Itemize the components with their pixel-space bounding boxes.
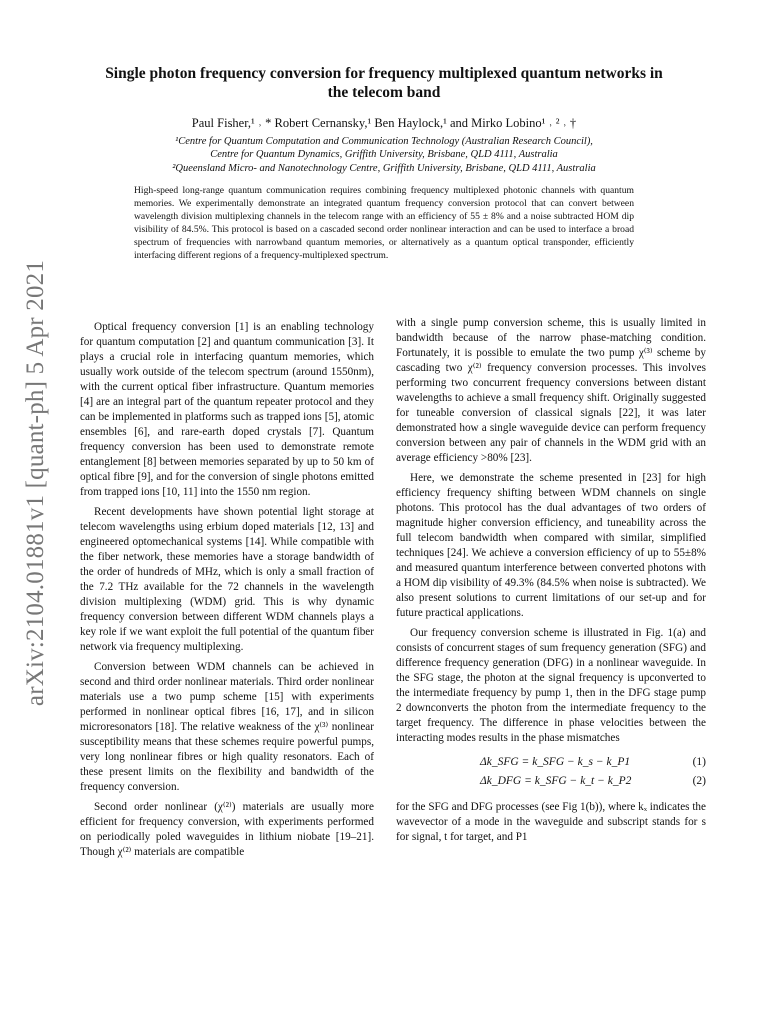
- arxiv-id-text: arXiv:2104.01881v1 [quant-ph] 5 Apr 2021: [22, 259, 50, 707]
- body-column-right: [396, 316, 706, 850]
- body-column-left: [80, 320, 374, 865]
- paragraph: Here, we demonstrate the scheme presented in [23] for high efficiency frequency shifting between WDM channels on single photons. This protocol has the dual advantages of two orders of magnitude higher conversion efficiency, and tuneability across the full telecom bandwidth when compared with similar, simplified techniques [24]. We achieve a conversion efficiency of up to 55±8% and measured quantum interference between converted photons with a HOM dip visibility of 49.3% (84.5% when noise is subtracted). We also present solutions to current limitations of our set-up and for future practical applications.: [396, 472, 706, 619]
- paragraph: Our frequency conversion scheme is illustrated in Fig. 1(a) and consists of concurrent stages of sum frequency generation (SFG) and difference frequency generation (DFG) in a nonlinear waveguide. In the SFG stage, the photon at the signal frequency is upconverted to the intermediate frequency by pump 1, then in the DFG stage pump 2 downconverts the photon from the intermediate frequency to the target frequency. The difference in phase velocities between the interacting modes results in the phase mismatches: [396, 627, 706, 744]
- paper-header: [70, 64, 698, 175]
- abstract: High-speed long-range quantum communication requires combining frequency multiplexed photonic channels with quantum memories. We experimentally demonstrate an integrated quantum frequency conversion protocol that can convert between wavelength division multiplexing channels in the telecom range with an efficiency of 55 ± 8% and a noise subtracted HOM dip visibility of 84.5%. This protocol is based on a cascaded second order nonlinear interaction and can be used to interface a broad spectrum of frequencies with narrowband quantum memories, or alternatively as a quantum optical transponder, efficiently interfacing different regions of a frequency-multiplexed spectrum.: [134, 185, 634, 261]
- paper-title: Single photon frequency conversion for frequency multiplexed quantum networks in the telecom band: [105, 65, 663, 101]
- equation-1: [396, 754, 706, 771]
- paragraph: Recent developments have shown potential light storage at telecom wavelengths using erbium doped materials [12, 13] and engineered optomechanical systems [14]. While compatible with the fiber network, these memories have a storage bandwidth of the order of hundreds of MHz, which is only a small fraction of the 7.2 THz available for the 72 channels in the wavelength division multiplexing (WDM) grid. This is why dynamic frequency conversion between different WDM channels plays a key role if we want exploit the full potential of the quantum fiber network via frequency multiplexing.: [80, 506, 374, 653]
- equation-block: [396, 754, 706, 790]
- equation-number: (1): [692, 756, 706, 768]
- affiliation-line: ²Queensland Micro- and Nanotechnology Centre, Griffith University, Brisbane, QLD 4111, Australia: [172, 162, 596, 174]
- arxiv-identifier: [4, 259, 68, 707]
- paragraph: Optical frequency conversion [1] is an enabling technology for quantum computation [2] and quantum communication [3]. It plays a crucial role in interfacing quantum memories, which usually work outside of the telecom spectrum (around 1550nm), with the current optical fiber infrastructure. Quantum memories [4] are an integral part of the quantum repeater protocol and they can be implemented in platforms such as trapped ions [5], atomic ensembles [6], and rare-earth doped crystals [7]. Quantum frequency conversion has been used to demonstrate remote entanglement [8] between memories separated by up to 50 km of optical fibre [9], and for the conversion of single photons emitted from trapped ions [10, 11] into the 1550 nm region.: [80, 321, 374, 498]
- paragraph: with a single pump conversion scheme, this is usually limited in bandwidth because of the narrow phase-matching condition. Fortunately, it is possible to emulate the two pump χ⁽³⁾ scheme by cascading two χ⁽²⁾ frequency conversion processes. This involves performing two concurrent frequency conversions between distant wavelengths to achieve a small frequency shift. Originally suggested for tuneable conversion of classical signals [22], it was later demonstrated how a single waveguide device can perform frequency conversion between any pair of channels in the WDM grid with an average efficiency >80% [23].: [396, 317, 706, 464]
- author-list: Paul Fisher,¹ ˒ * Robert Cernansky,¹ Ben Haylock,¹ and Mirko Lobino¹ ˒ ² ˒ †: [191, 116, 577, 130]
- paragraph: Second order nonlinear (χ⁽²⁾) materials are usually more efficient for frequency conversion, with experiments performed on periodically poled waveguides in lithium niobate [19–21]. Though χ⁽²⁾ materials are compatible: [80, 801, 374, 858]
- equation-number: (2): [692, 775, 706, 787]
- affiliation-line: ¹Centre for Quantum Computation and Communication Technology (Australian Research Council),: [175, 136, 593, 147]
- affiliation-line: Centre for Quantum Dynamics, Griffith University, Brisbane, QLD 4111, Australia: [210, 149, 558, 161]
- affiliations: [70, 135, 698, 175]
- paragraph: Conversion between WDM channels can be achieved in second and third order nonlinear materials. Third order nonlinear materials use a two pump scheme [15] with experiments performed in nonlinear optical fibres [16, 17], and in silicon microresonators [18]. The relative weakness of the χ⁽³⁾ nonlinear susceptibility means that these schemes require powerful pumps, very long nonlinear fibres or high quality resonators. Each of these present limits on the flexibility and bandwidth of the frequency conversion.: [80, 661, 374, 793]
- equation-text: Δk_SFG = k_SFG − k_s − k_P1: [480, 756, 631, 768]
- equation-2: [396, 773, 706, 790]
- equation-text: Δk_DFG = k_SFG − k_t − k_P2: [480, 775, 632, 787]
- paragraph: for the SFG and DFG processes (see Fig 1(b)), where kₓ indicates the wavevector of a mode in the waveguide and subscript stands for s for signal, t for target, and P1: [396, 801, 706, 843]
